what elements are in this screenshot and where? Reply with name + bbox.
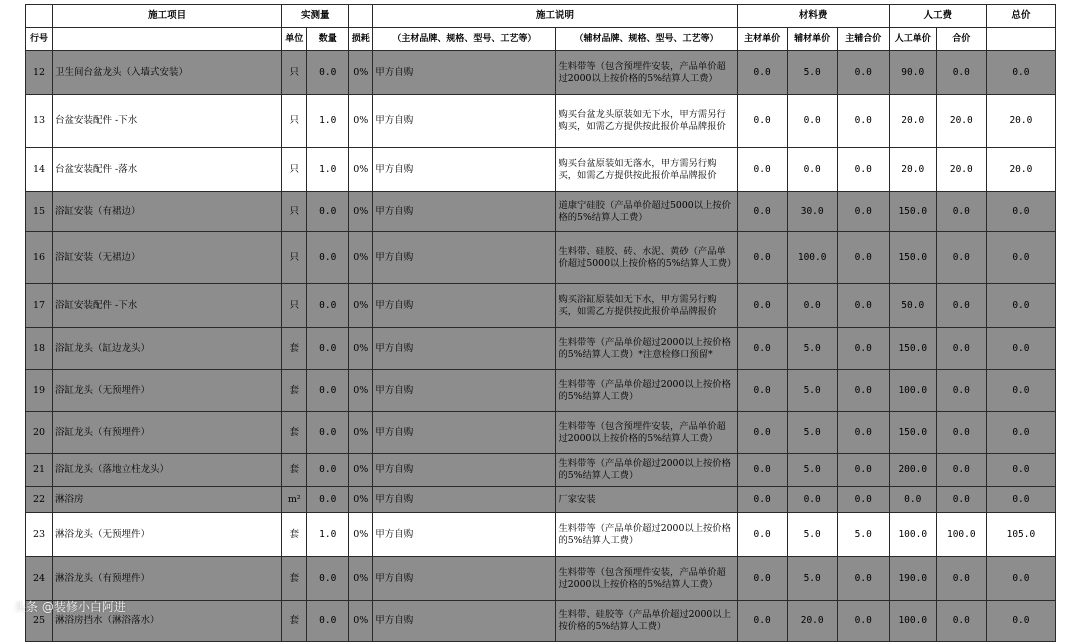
cell-quantity: 0.0: [307, 328, 349, 370]
cell-total-price: 0.0: [986, 601, 1055, 642]
cell-total-price: 0.0: [986, 51, 1055, 95]
cell-main-material-desc: 甲方自购: [373, 370, 556, 412]
table-row: [26, 557, 1056, 601]
cell-aux-unit-price: 5.0: [787, 51, 837, 95]
cell-main-unit-price: 0.0: [737, 232, 787, 284]
cell-row-no: 12: [26, 51, 53, 95]
cell-main-unit-price: 0.0: [737, 370, 787, 412]
cell-main-unit-price: 0.0: [737, 454, 787, 487]
cell-labor-total: 20.0: [936, 148, 986, 192]
cell-aux-material-desc: 购买台盆龙头原装如无下水，甲方需另行购买，如需乙方提供按此报价单品牌报价: [556, 95, 737, 148]
cell-main-aux-total: 0.0: [837, 192, 889, 232]
cell-main-material-desc: 甲方自购: [373, 148, 556, 192]
cell-main-unit-price: 0.0: [737, 95, 787, 148]
cell-row-no: 20: [26, 412, 53, 454]
cell-total-price: 0.0: [986, 284, 1055, 328]
cell-row-no: 18: [26, 328, 53, 370]
quotation-table: [25, 4, 1056, 642]
header-labor-fee: 人工费: [889, 5, 986, 28]
cell-total-price: 105.0: [986, 513, 1055, 557]
cell-aux-material-desc: 生料带等（包含预埋件安装，产品单价超过2000以上按价格的5%结算人工费）: [556, 412, 737, 454]
cell-total-price: 0.0: [986, 487, 1055, 513]
cell-unit: 只: [282, 192, 307, 232]
cell-item-name: 浴缸龙头（无预埋件）: [53, 370, 282, 412]
cell-main-aux-total: 0.0: [837, 370, 889, 412]
cell-main-aux-total: 0.0: [837, 284, 889, 328]
cell-labor-total: 100.0: [936, 513, 986, 557]
header-main-unit-price: 主材单价: [737, 28, 787, 51]
table-row: [26, 328, 1056, 370]
cell-labor-unit-price: 0.0: [889, 487, 936, 513]
table-row: [26, 370, 1056, 412]
cell-quantity: 1.0: [307, 95, 349, 148]
cell-labor-unit-price: 100.0: [889, 370, 936, 412]
cell-labor-total: 0.0: [936, 232, 986, 284]
cell-main-material-desc: 甲方自购: [373, 95, 556, 148]
cell-labor-unit-price: 50.0: [889, 284, 936, 328]
cell-loss: 0%: [349, 232, 373, 284]
cell-aux-material-desc: 生料带等（产品单价超过2000以上按价格的5%结算人工费）: [556, 370, 737, 412]
cell-aux-material-desc: 生料带等（产品单价超过2000以上按价格的5%结算人工费）*注意检修口预留*: [556, 328, 737, 370]
cell-quantity: 0.0: [307, 454, 349, 487]
header-blank-name: [53, 28, 282, 51]
cell-quantity: 0.0: [307, 487, 349, 513]
cell-labor-total: 0.0: [936, 328, 986, 370]
header-blank-rowno: [26, 5, 53, 28]
cell-labor-total: 0.0: [936, 192, 986, 232]
cell-aux-material-desc: 生料带等（包含预埋件安装，产品单价超过2000以上按价格的5%结算人工费）: [556, 557, 737, 601]
watermark-text: 头条 @装修小白阿进: [14, 600, 126, 614]
cell-main-unit-price: 0.0: [737, 148, 787, 192]
cell-loss: 0%: [349, 328, 373, 370]
cell-unit: 只: [282, 284, 307, 328]
cell-loss: 0%: [349, 370, 373, 412]
cell-main-material-desc: 甲方自购: [373, 284, 556, 328]
cell-quantity: 1.0: [307, 148, 349, 192]
cell-item-name: 浴缸龙头（有预埋件）: [53, 412, 282, 454]
cell-row-no: 24: [26, 557, 53, 601]
cell-aux-unit-price: 100.0: [787, 232, 837, 284]
cell-item-name: 淋浴龙头（有预埋件）: [53, 557, 282, 601]
cell-unit: 只: [282, 232, 307, 284]
cell-main-aux-total: 0.0: [837, 454, 889, 487]
cell-main-aux-total: 0.0: [837, 232, 889, 284]
table-row: [26, 192, 1056, 232]
header-material-fee: 材料费: [737, 5, 889, 28]
cell-unit: 套: [282, 557, 307, 601]
cell-row-no: 14: [26, 148, 53, 192]
header-measured: 实测量: [282, 5, 349, 28]
cell-total-price: 0.0: [986, 454, 1055, 487]
cell-row-no: 21: [26, 454, 53, 487]
cell-main-material-desc: 甲方自购: [373, 557, 556, 601]
cell-labor-total: 0.0: [936, 412, 986, 454]
cell-item-name: 卫生间台盆龙头（入墙式安装）: [53, 51, 282, 95]
table-row: [26, 513, 1056, 557]
cell-aux-unit-price: 0.0: [787, 95, 837, 148]
header-blank-total: [986, 28, 1055, 51]
cell-item-name: 浴缸安装（有裙边）: [53, 192, 282, 232]
cell-main-aux-total: 0.0: [837, 148, 889, 192]
cell-labor-total: 0.0: [936, 487, 986, 513]
cell-main-aux-total: 0.0: [837, 557, 889, 601]
cell-main-aux-total: 0.0: [837, 95, 889, 148]
cell-unit: m²: [282, 487, 307, 513]
cell-item-name: 浴缸安装（无裙边）: [53, 232, 282, 284]
cell-quantity: 0.0: [307, 284, 349, 328]
cell-row-no: 17: [26, 284, 53, 328]
cell-labor-unit-price: 150.0: [889, 328, 936, 370]
cell-total-price: 0.0: [986, 328, 1055, 370]
cell-labor-total: 0.0: [936, 370, 986, 412]
header-instruction: 施工说明: [373, 5, 737, 28]
cell-aux-material-desc: 生料带等（产品单价超过2000以上按价格的5%结算人工费）: [556, 454, 737, 487]
cell-quantity: 0.0: [307, 192, 349, 232]
cell-main-aux-total: 5.0: [837, 513, 889, 557]
cell-loss: 0%: [349, 192, 373, 232]
cell-aux-unit-price: 0.0: [787, 284, 837, 328]
cell-aux-unit-price: 20.0: [787, 601, 837, 642]
cell-unit: 套: [282, 412, 307, 454]
cell-aux-unit-price: 0.0: [787, 148, 837, 192]
cell-labor-unit-price: 200.0: [889, 454, 936, 487]
cell-loss: 0%: [349, 513, 373, 557]
cell-total-price: 0.0: [986, 192, 1055, 232]
cell-aux-unit-price: 5.0: [787, 412, 837, 454]
table-row: [26, 148, 1056, 192]
cell-row-no: 25: [26, 601, 53, 642]
header-row-no: 行号: [26, 28, 53, 51]
cell-aux-unit-price: 5.0: [787, 454, 837, 487]
table-row: [26, 51, 1056, 95]
header-main-material-desc: （主材品牌、规格、型号、工艺等）: [373, 28, 556, 51]
cell-labor-unit-price: 20.0: [889, 148, 936, 192]
cell-aux-unit-price: 0.0: [787, 487, 837, 513]
cell-row-no: 22: [26, 487, 53, 513]
header-main-aux-total: 主辅合价: [837, 28, 889, 51]
cell-main-aux-total: 0.0: [837, 51, 889, 95]
header-loss: 损耗: [349, 28, 373, 51]
cell-labor-total: 0.0: [936, 557, 986, 601]
cell-labor-unit-price: 100.0: [889, 601, 936, 642]
cell-loss: 0%: [349, 148, 373, 192]
cell-loss: 0%: [349, 557, 373, 601]
cell-labor-unit-price: 20.0: [889, 95, 936, 148]
cell-aux-unit-price: 5.0: [787, 557, 837, 601]
cell-item-name: 台盆安装配件 -下水: [53, 95, 282, 148]
cell-item-name: 台盆安装配件 -落水: [53, 148, 282, 192]
cell-labor-total: 20.0: [936, 95, 986, 148]
cell-row-no: 19: [26, 370, 53, 412]
cell-main-material-desc: 甲方自购: [373, 487, 556, 513]
cell-aux-unit-price: 5.0: [787, 370, 837, 412]
cell-loss: 0%: [349, 284, 373, 328]
cell-unit: 套: [282, 454, 307, 487]
header-labor-unit-price: 人工单价: [889, 28, 936, 51]
cell-total-price: 0.0: [986, 412, 1055, 454]
cell-aux-material-desc: 道康宁硅胶（产品单价超过5000以上按价格的5%结算人工费）: [556, 192, 737, 232]
cell-total-price: 0.0: [986, 557, 1055, 601]
table-row: [26, 284, 1056, 328]
cell-main-unit-price: 0.0: [737, 513, 787, 557]
cell-total-price: 0.0: [986, 232, 1055, 284]
cell-main-aux-total: 0.0: [837, 412, 889, 454]
header-aux-material-desc: （辅材品牌、规格、型号、工艺等）: [556, 28, 737, 51]
cell-labor-total: 0.0: [936, 284, 986, 328]
table-row: [26, 95, 1056, 148]
header-total: 总价: [986, 5, 1055, 28]
cell-item-name: 浴缸龙头（缸边龙头）: [53, 328, 282, 370]
cell-unit: 套: [282, 328, 307, 370]
cell-aux-unit-price: 5.0: [787, 328, 837, 370]
cell-aux-unit-price: 30.0: [787, 192, 837, 232]
cell-main-material-desc: 甲方自购: [373, 601, 556, 642]
cell-quantity: 0.0: [307, 370, 349, 412]
header-unit: 单位: [282, 28, 307, 51]
cell-main-unit-price: 0.0: [737, 601, 787, 642]
cell-quantity: 0.0: [307, 51, 349, 95]
cell-item-name: 淋浴房挡水（淋浴落水）: [53, 601, 282, 642]
header-aux-unit-price: 辅材单价: [787, 28, 837, 51]
cell-main-material-desc: 甲方自购: [373, 513, 556, 557]
cell-main-material-desc: 甲方自购: [373, 328, 556, 370]
cell-main-aux-total: 0.0: [837, 328, 889, 370]
cell-aux-material-desc: 生料带等（包含预埋件安装，产品单价超过2000以上按价格的5%结算人工费）: [556, 51, 737, 95]
cell-unit: 只: [282, 51, 307, 95]
cell-main-unit-price: 0.0: [737, 284, 787, 328]
cell-labor-total: 0.0: [936, 601, 986, 642]
cell-quantity: 1.0: [307, 513, 349, 557]
cell-main-unit-price: 0.0: [737, 487, 787, 513]
cell-loss: 0%: [349, 412, 373, 454]
cell-unit: 套: [282, 601, 307, 642]
cell-main-material-desc: 甲方自购: [373, 51, 556, 95]
cell-aux-material-desc: 生料带等（产品单价超过2000以上按价格的5%结算人工费）: [556, 513, 737, 557]
cell-main-material-desc: 甲方自购: [373, 412, 556, 454]
cell-row-no: 16: [26, 232, 53, 284]
cell-labor-total: 0.0: [936, 454, 986, 487]
table-header: [26, 5, 1056, 51]
cell-unit: 只: [282, 95, 307, 148]
cell-aux-material-desc: 购买浴缸原装如无下水，甲方需另行购买，如需乙方提供按此报价单品牌报价: [556, 284, 737, 328]
header-project: 施工项目: [53, 5, 282, 28]
cell-main-unit-price: 0.0: [737, 328, 787, 370]
cell-main-unit-price: 0.0: [737, 557, 787, 601]
cell-loss: 0%: [349, 51, 373, 95]
cell-labor-unit-price: 150.0: [889, 232, 936, 284]
cell-loss: 0%: [349, 487, 373, 513]
cell-main-aux-total: 0.0: [837, 601, 889, 642]
table-row: [26, 412, 1056, 454]
cell-row-no: 13: [26, 95, 53, 148]
cell-total-price: 0.0: [986, 370, 1055, 412]
cell-loss: 0%: [349, 454, 373, 487]
header-labor-total: 合价: [936, 28, 986, 51]
cell-item-name: 浴缸安装配件 -下水: [53, 284, 282, 328]
cell-row-no: 15: [26, 192, 53, 232]
cell-quantity: 0.0: [307, 412, 349, 454]
table-body: [26, 51, 1056, 642]
cell-quantity: 0.0: [307, 557, 349, 601]
cell-labor-total: 0.0: [936, 51, 986, 95]
header-blank-loss: [349, 5, 373, 28]
cell-main-unit-price: 0.0: [737, 412, 787, 454]
cell-main-unit-price: 0.0: [737, 51, 787, 95]
cell-total-price: 20.0: [986, 95, 1055, 148]
header-quantity: 数量: [307, 28, 349, 51]
cell-aux-unit-price: 5.0: [787, 513, 837, 557]
cell-quantity: 0.0: [307, 601, 349, 642]
cell-row-no: 23: [26, 513, 53, 557]
cell-item-name: 浴缸龙头（落地立柱龙头）: [53, 454, 282, 487]
cell-unit: 只: [282, 148, 307, 192]
table-row: [26, 601, 1056, 642]
table-row: [26, 487, 1056, 513]
cell-unit: 套: [282, 370, 307, 412]
cell-main-material-desc: 甲方自购: [373, 232, 556, 284]
cell-aux-material-desc: 生料带、硅胶等（产品单价超过2000以上按价格的5%结算人工费）: [556, 601, 737, 642]
cell-aux-material-desc: 生料带、硅胶、砖、水泥、黄砂（产品单价超过5000以上按价格的5%结算人工费）: [556, 232, 737, 284]
cell-main-material-desc: 甲方自购: [373, 192, 556, 232]
cell-item-name: 淋浴房: [53, 487, 282, 513]
cell-total-price: 20.0: [986, 148, 1055, 192]
cell-main-unit-price: 0.0: [737, 192, 787, 232]
cell-labor-unit-price: 150.0: [889, 192, 936, 232]
cell-aux-material-desc: 购买台盆原装如无落水，甲方需另行购买，如需乙方提供按此报价单品牌报价: [556, 148, 737, 192]
cell-item-name: 淋浴龙头（无预埋件）: [53, 513, 282, 557]
table-row: [26, 232, 1056, 284]
cell-labor-unit-price: 150.0: [889, 412, 936, 454]
cell-quantity: 0.0: [307, 232, 349, 284]
cell-loss: 0%: [349, 601, 373, 642]
cell-main-material-desc: 甲方自购: [373, 454, 556, 487]
cell-main-aux-total: 0.0: [837, 487, 889, 513]
cell-unit: 套: [282, 513, 307, 557]
table-row: [26, 454, 1056, 487]
cell-labor-unit-price: 90.0: [889, 51, 936, 95]
cell-loss: 0%: [349, 95, 373, 148]
cell-aux-material-desc: 厂家安装: [556, 487, 737, 513]
cell-labor-unit-price: 100.0: [889, 513, 936, 557]
cell-labor-unit-price: 190.0: [889, 557, 936, 601]
